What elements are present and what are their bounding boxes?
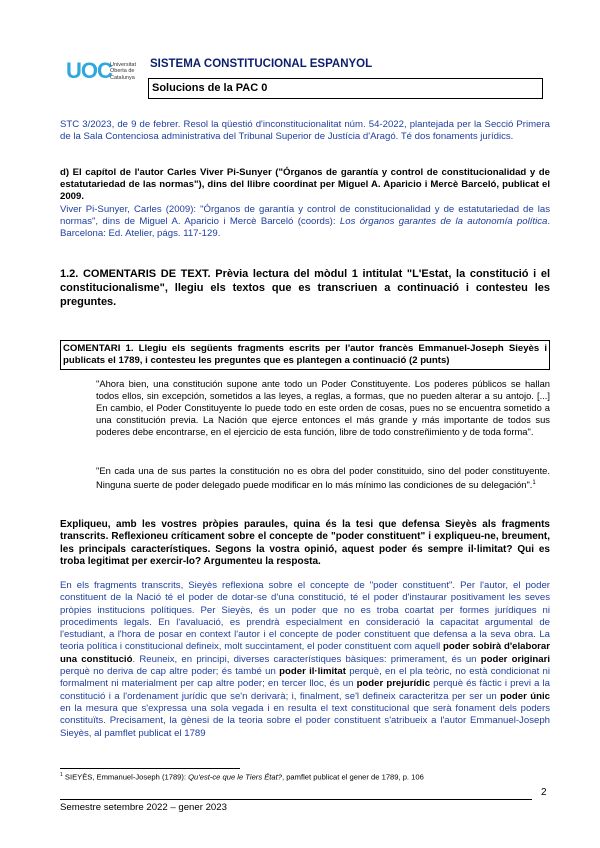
- answer-text-4: perquè, en el pla teòric, no està condicionat ni formalment ni materialment per cap altre poder; en tercer lloc, és un: [60, 666, 551, 690]
- answer-d-book-title: Los órganos garantes de la autonomía política: [339, 216, 548, 228]
- answer-text-2: . Reuneix, en principi, diverses característiques bàsiques: primerament, és un: [132, 653, 481, 665]
- footnote: [60, 772, 424, 782]
- footnote-author: SIEYÈS, Emmanuel-Joseph (1789):: [62, 772, 189, 782]
- answer-bold-4: poder prejurídic: [356, 678, 431, 690]
- document-subtitle: Solucions de la PAC 0: [152, 82, 268, 94]
- comentari-answer: [60, 580, 550, 740]
- answer-bold-3: poder il·limitat: [279, 666, 346, 678]
- answer-bold-1: poder sobirà d'elaborar una constitució: [60, 641, 550, 665]
- uoc-logo: [66, 58, 146, 88]
- section-heading: 1.2. COMENTARIS DE TEXT. Prèvia lectura del mòdul 1 intitulat "L'Estat, la constitució i el constitucionalisme", llegiu els textos que es transcriuen a continuació i contesteu les preguntes.: [60, 268, 550, 308]
- answer-d: [60, 204, 550, 241]
- comentari-question: Expliqueu, amb les vostres pròpies paraules, quina és la tesi que defensa Sieyès als fragments transcrits. Reflexioneu críticament sobre el concepte de "poder constituent" i expliqueu-ne, breument, les principals característiques. Segons la vostra opinió, aquest poder és sempre il·limitat? Qui es troba legitimat per exercir-lo? Argumenteu la resposta.: [60, 519, 550, 568]
- footnote-work: Qu'est-ce que le Tiers État?: [188, 772, 282, 782]
- answer-d-publisher: . Barcelona: Ed. Atelier, págs. 117-129.: [60, 216, 551, 240]
- quote-1: "Ahora bien, una constitución supone ante todo un Poder Constituyente. Los poderes públicos se hallan todos ellos, sin excepción, sometidos a las leyes, a reglas, a formas, que no pueden alterar a su antojo. [...] En cambio, el Poder Constituyente lo puede todo en este orden de cosas, pues no se encuentra sometido a una constitución previa. La Nación que ejerce entonces el más grande y más importante de todos sus poderes debe encontrarse, en el ejercicio de esta función, libre de todo constreñimiento y de toda forma".: [96, 378, 550, 437]
- quote-2-text: "En cada una de sus partes la constitución no es obra del poder constituido, sino del poder constituyente. Ninguna suerte de poder delegado puede modificar en lo más mínimo las condiciones de su delegación".: [96, 465, 550, 491]
- footer-divider: [60, 799, 532, 800]
- subtitle-box: [148, 78, 543, 99]
- footnote-divider: [60, 768, 240, 769]
- answer-text-1: En els fragments transcrits, Sieyès reflexiona sobre el concepte de "poder constituent". Per l'autor, el poder constituent de la Nació té el poder de dotar-se d'una constitució, té el poder d'instaurar positivament les seves pròpies institucions polítiques. Per Sieyès, és un poder que no es troba coartat per formes jurídiques ni procediments legals. En l'avaluació, es prendrà especialment en consideració la capacitat argumental de l'estudiant, a l'hora de posar en context l'autor i el concepte de poder constituent que defensa a la seva obra. La teoria política i constitucional defineix, molt succintament, el poder constituent com aquell: [60, 580, 550, 653]
- question-d: d) El capítol de l'autor Carles Viver Pi-Sunyer ("Órganos de garantía y control de constitucionalidad y de estatutariedad de las normas"), dins del llibre coordinat per Miguel A. Aparicio i Mercè Barceló, publicat el 2009.: [60, 167, 550, 203]
- answer-bold-2: poder originari: [480, 653, 550, 665]
- quote-2: [96, 465, 550, 491]
- answer-d-text: Viver Pi-Sunyer, Carles (2009): "Órganos de garantía y control de constitucionalidad y de estatutariedad de las normas", dins de Miguel A. Aparicio i Mercè Barceló (coords):: [60, 204, 550, 228]
- logo-text: UOC: [66, 58, 112, 83]
- footnote-rest: , pamflet publicat el gener de 1789, p. 106: [281, 772, 424, 782]
- document-title: SISTEMA CONSTITUCIONAL ESPANYOL: [150, 58, 373, 70]
- logo-subtext: Universitat Oberta de Catalunya: [110, 62, 136, 81]
- page-number: 2: [541, 787, 547, 798]
- comentari-box: [60, 340, 550, 370]
- footnote-number: 1: [60, 772, 63, 778]
- answer-bold-5: poder únic: [500, 690, 550, 702]
- stc-paragraph: STC 3/2023, de 9 de febrer. Resol la qüestió d'inconstitucionalitat núm. 54-2022, plantejada per la Secció Primera de la Sala Contenciosa administrativa del Tribunal Superior de Justícia d'Aragó. Té dos fonaments jurídics.: [60, 119, 550, 143]
- answer-text-3: perquè no deriva de cap altre poder; és també un: [60, 666, 280, 678]
- semester-footer: Semestre setembre 2022 – gener 2023: [60, 802, 227, 813]
- comentari-title: COMENTARI 1. Llegiu els següents fragments escrits per l'autor francès Emmanuel-Joseph Sieyès i publicats el 1789, i contesteu les preguntes que es plantegen a continuació (2 punts): [63, 343, 547, 366]
- answer-text-5: perquè és fàctic i previ a la constitució i a l'ordenament jurídic que se'n derivarà; i, finalment, se'l defineix caracteritza per ser un: [60, 678, 550, 702]
- footnote-ref: 1: [532, 480, 536, 486]
- answer-text-6: en la mesura que s'expressa una sola vegada i en resulta el text constitucional que serà fonament dels poders constituïts. Precisament, la gènesi de la teoria sobre el poder constituent s'atribueix a l'autor Emmanuel-Joseph Sieyès, al pamflet publicat el 1789: [60, 702, 550, 739]
